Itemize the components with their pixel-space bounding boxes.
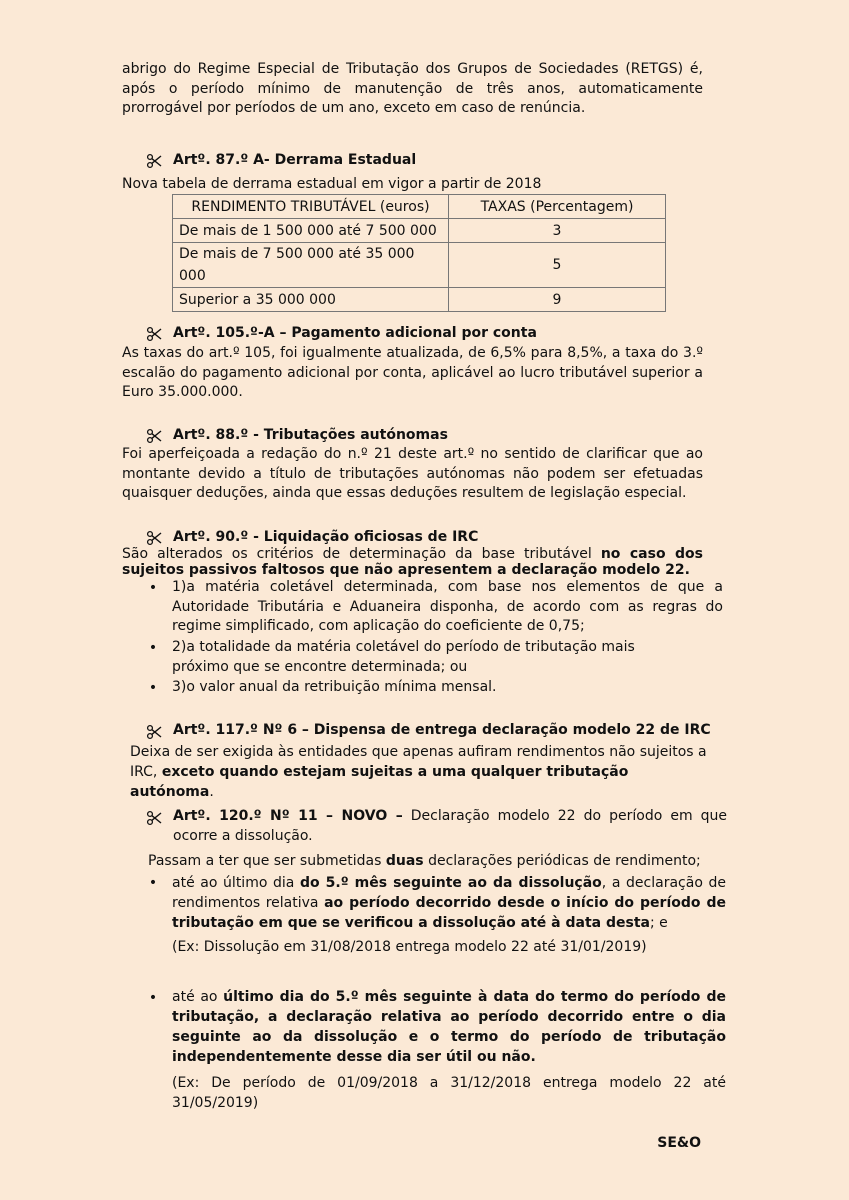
bullet-1-emphasis-2: ao período decorrido desde o início do período de tributação em que se verificou a dissolução até à data desta	[172, 895, 726, 931]
section-88-title: Artº. 88.º - Tributações autónomas	[173, 427, 448, 443]
section-120-title-text: Declaração modelo 22 do período em que ocorre a dissolução.	[173, 808, 728, 844]
section-120-title	[173, 806, 727, 846]
section-87-title: Artº. 87.º A- Derrama Estadual	[173, 152, 417, 168]
bullet-1-text-2: , a declaração de rendimentos relativa	[172, 875, 726, 911]
section-120-intro-text: Passam a ter que ser submetidas	[148, 853, 382, 869]
bullet-icon: •	[148, 680, 158, 696]
section-90-bullet-2-cont: próximo que se encontre determinada; ou	[172, 659, 468, 675]
section-120-intro-emphasis: duas	[385, 853, 424, 869]
scissors-icon	[146, 724, 162, 740]
section-117-body	[130, 742, 710, 802]
table-cell: 3	[449, 219, 666, 243]
section-90-body	[122, 546, 703, 578]
bullet-icon: •	[148, 990, 158, 1006]
section-90-bullet-3: 3)o valor anual da retribuição mínima mensal.	[172, 679, 497, 695]
section-90-bullet-2: 2)a totalidade da matéria coletável do período de tributação mais	[172, 639, 635, 655]
section-90-title: Artº. 90.º - Liquidação oficiosas de IRC	[173, 529, 479, 545]
section-120-bullet-2	[172, 987, 726, 1067]
table-header-row	[173, 195, 666, 219]
section-120-example-1: (Ex: Dissolução em 31/08/2018 entrega modelo 22 até 31/01/2019)	[172, 939, 647, 955]
section-87-subtitle: Nova tabela de derrama estadual em vigor a partir de 2018	[122, 176, 542, 192]
table-cell: 5	[449, 243, 666, 288]
scissors-icon	[146, 530, 162, 546]
bullet-icon: •	[148, 580, 158, 596]
section-120-title-bold: Artº. 120.º Nº 11 – NOVO –	[173, 808, 403, 824]
table-cell: Superior a 35 000 000	[173, 288, 449, 312]
section-117-body-text: Deixa de ser exigida às entidades que apenas aufiram rendimentos não sujeitos a IRC,	[130, 744, 707, 780]
section-90-body-text: São alterados os critérios de determinação da base tributável	[122, 546, 592, 562]
bullet-2-text: até ao	[172, 989, 218, 1005]
table-cell: De mais de 1 500 000 até 7 500 000	[173, 219, 449, 243]
section-105-title: Artº. 105.º-A – Pagamento adicional por conta	[173, 325, 537, 341]
scissors-icon	[146, 326, 162, 342]
bullet-1-text: até ao último dia	[172, 875, 295, 891]
intro-paragraph: abrigo do Regime Especial de Tributação dos Grupos de Sociedades (RETGS) é, após o período mínimo de manutenção de três anos, automaticamente prorrogável por períodos de um ano, exceto em caso de renúncia.	[122, 61, 703, 116]
table-cell: 9	[449, 288, 666, 312]
table-header-cell: TAXAS (Percentagem)	[449, 195, 666, 219]
section-90-body-emphasis: no caso dos sujeitos passivos faltosos que não apresentem a declaração modelo 22.	[122, 546, 703, 578]
scissors-icon	[146, 153, 162, 169]
section-120-intro-end: declarações periódicas de rendimento;	[428, 853, 701, 869]
section-120-bullet-1	[172, 873, 726, 933]
section-117-body-emphasis: exceto quando estejam sujeitas a uma qualquer tributação autónoma	[130, 764, 629, 800]
table-row	[173, 243, 666, 288]
section-90-bullet-1: 1)a matéria coletável determinada, com base nos elementos de que a Autoridade Tributária e Aduaneira disponha, de acordo com as regras do regime simplificado, com aplicação do coeficiente de 0,75;	[172, 579, 723, 634]
table-row	[173, 288, 666, 312]
table-cell: De mais de 7 500 000 até 35 000 000	[173, 243, 449, 288]
scissors-icon	[146, 810, 162, 826]
section-117-body-end: .	[209, 784, 214, 800]
footer-mark: SE&O	[657, 1135, 701, 1151]
bullet-icon: •	[148, 640, 158, 656]
bullet-1-emphasis: do 5.º mês seguinte ao da dissolução	[300, 875, 602, 891]
section-117-title: Artº. 117.º Nº 6 – Dispensa de entrega declaração modelo 22 de IRC	[173, 722, 711, 738]
section-120-intro	[148, 852, 701, 872]
bullet-1-text-3: ; e	[649, 915, 668, 931]
section-120-example-2: (Ex: De período de 01/09/2018 a 31/12/2018 entrega modelo 22 até 31/05/2019)	[172, 1075, 726, 1111]
scissors-icon	[146, 428, 162, 444]
derrama-table	[172, 194, 666, 312]
table-header-cell: RENDIMENTO TRIBUTÁVEL (euros)	[173, 195, 449, 219]
bullet-icon: •	[148, 875, 158, 891]
table-row	[173, 219, 666, 243]
section-105-body: As taxas do art.º 105, foi igualmente atualizada, de 6,5% para 8,5%, a taxa do 3.º escalão do pagamento adicional por conta, aplicável ao lucro tributável superior a Euro 35.000.000.	[122, 345, 703, 400]
bullet-2-emphasis: último dia do 5.º mês seguinte à data do termo do período de tributação, a declaração relativa ao período decorrido entre o dia seguinte ao da dissolução e o termo do período de tributação independentemente desse dia ser útil ou não.	[172, 989, 726, 1065]
section-88-body: Foi aperfeiçoada a redação do n.º 21 deste art.º no sentido de clarificar que ao montante devido a título de tributações autónomas não podem ser efetuadas quaisquer deduções, ainda que essas deduções resultem de legislação especial.	[122, 446, 703, 501]
